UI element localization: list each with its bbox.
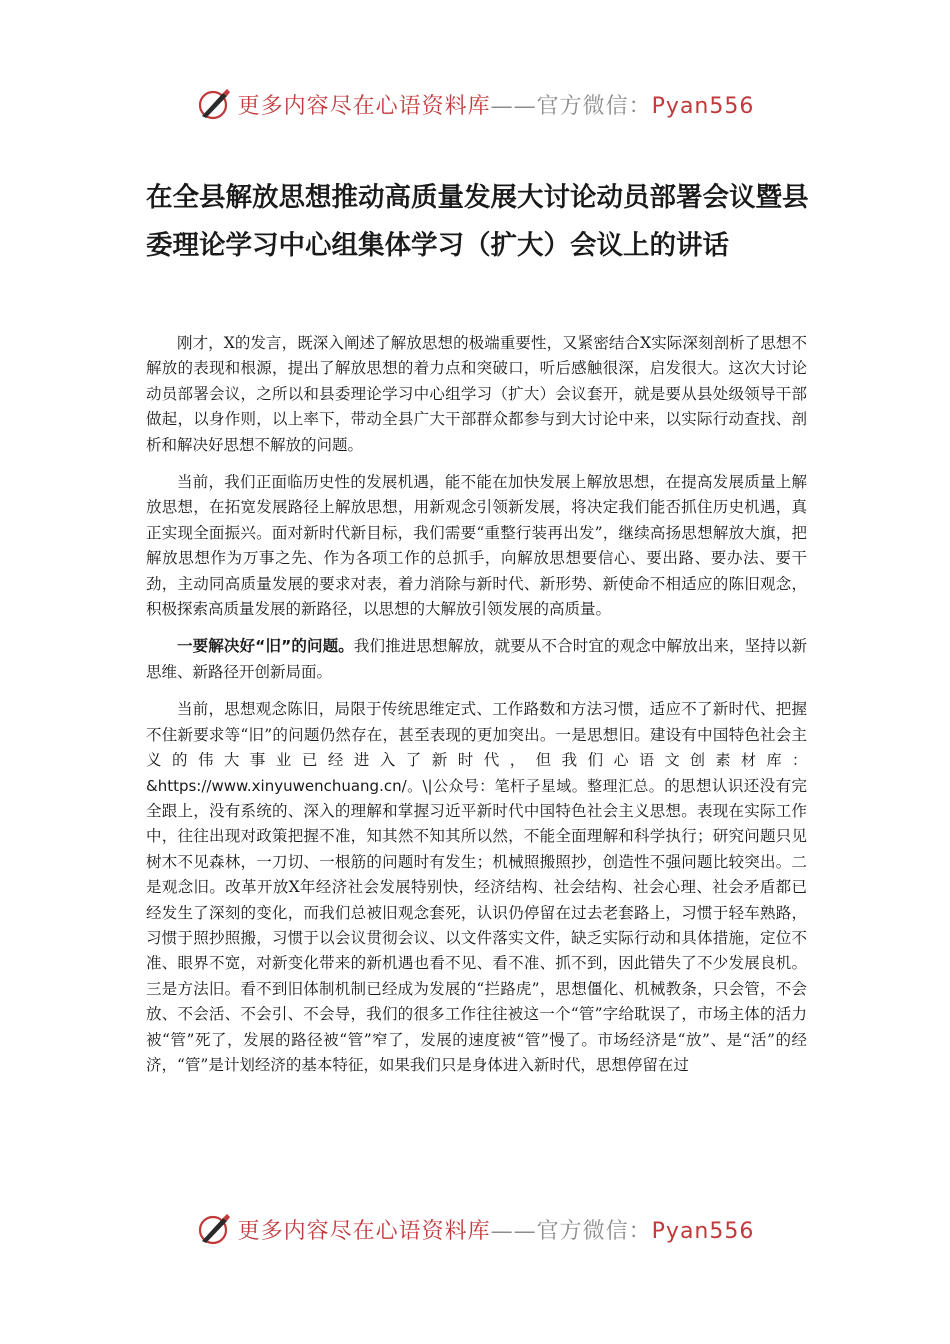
banner-wechat-id: Pyan556 — [651, 93, 755, 119]
banner-brand: 更多内容尽在心语资料库 — [237, 1218, 491, 1244]
banner-official-label: 官方微信： — [536, 93, 652, 119]
header-watermark-banner — [0, 82, 950, 126]
banner-dash: —— — [490, 1218, 537, 1244]
section-heading: 一要解决好“旧”的问题。 — [177, 637, 354, 656]
section-text: 我们推进思想解放，就要从不合时宜的观念中解放出来，坚持以新思维、新路径开创新局面。 — [146, 637, 808, 681]
banner-official-label: 官方微信： — [536, 1218, 652, 1244]
document-body — [146, 331, 807, 1078]
paragraph: 刚才，X的发言，既深入阐述了解放思想的极端重要性，又紧密结合X实际深刻剖析了思想不解放的表现和根源，提出了解放思想的着力点和突破口，听后感触很深，启发很大。这次大讨论动员部署会议，之所以和县委理论学习中心组学习（扩大）会议套开，就是要从县处级领导干部做起，以身作则，以上率下，带动全县广大干部群众都参与到大讨论中来，以实际行动查找、剖析和解决好思想不解放的问题。 — [146, 334, 807, 454]
paragraph — [146, 697, 807, 1078]
paragraph-text: 的思想认识还没有完全跟上，没有系统的、深入的理解和掌握习近平新时代中国特色社会主义思想。表现在实际工作中，往往出现对政策把握不准，知其然不知其所以然，不能全面理解和科学执行；研究问题只见树木不见森林，一刀切、一根筋的问题时有发生；机械照搬照抄，创造性不强问题比较突出。二是观念旧。改革开放X年经济社会发展特别快，经济结构、社会结构、社会心理、社会矛盾都已经发生了深刻的变化，而我们总被旧观念套死，认识仍停留在过去老套路上，习惯于轻车熟路，习惯于照抄照搬，习惯于以会议贯彻会议、以文件落实文件，缺乏实际行动和具体措施，定位不准、眼界不宽，对新变化带来的新机遇也看不见、看不准、抓不到，因此错失了不少发展良机。三是方法旧。看不到旧体制机制已经成为发展的“拦路虎”，思想僵化、机械教条，只会管，不会放、不会活、不会引、不会导，我们的很多工作往往被这一个“管”字给耽误了，市场主体的活力被“管”死了，发展的路径被“管”窄了，发展的速度被“管”慢了。市场经济是“放”、是“活”的经济，“管”是计划经济的基本特征，如果我们只是身体进入新时代，思想停留在过 — [146, 776, 807, 1074]
footer-watermark-banner — [0, 1207, 950, 1251]
paragraph-section-1 — [146, 634, 807, 685]
paragraph-text: 当前，思想观念陈旧，局限于传统思维定式、工作路数和方法习惯，适应不了新时代、把握不住新要求等“旧”的问题仍然存在，甚至表现的更加突出。一是思想旧。建设有中国特色社会主义的伟大事业已经进入了新时代，但我们 — [146, 700, 807, 770]
banner-dash: —— — [490, 93, 537, 119]
pen-logo-icon — [196, 1211, 232, 1247]
pen-logo-icon — [196, 86, 232, 122]
banner-brand: 更多内容尽在心语资料库 — [237, 93, 491, 119]
inserted-source-note: 心语文创素材库：&https://www.xinyuwenchuang.cn/。\|公众号：笔杆子星域。整理汇总。 — [146, 751, 807, 795]
document-title: 在全县解放思想推动高质量发展大讨论动员部署会议暨县委理论学习中心组集体学习（扩大）会议上的讲话 — [146, 182, 809, 261]
banner-wechat-id: Pyan556 — [651, 1218, 755, 1244]
paragraph: 当前，我们正面临历史性的发展机遇，能不能在加快发展上解放思想，在提高发展质量上解放思想，在拓宽发展路径上解放思想，用新观念引领新发展，将决定我们能否抓住历史机遇，真正实现全面振兴。面对新时代新目标，我们需要“重整行装再出发”，继续高扬思想解放大旗，把解放思想作为万事之先、作为各项工作的总抓手，向解放思想要信心、要出路、要办法、要干劲，主动同高质量发展的要求对表，着力消除与新时代、新形势、新使命不相适应的陈旧观念，积极探索高质量发展的新路径，以思想的大解放引领发展的高质量。 — [146, 473, 807, 619]
